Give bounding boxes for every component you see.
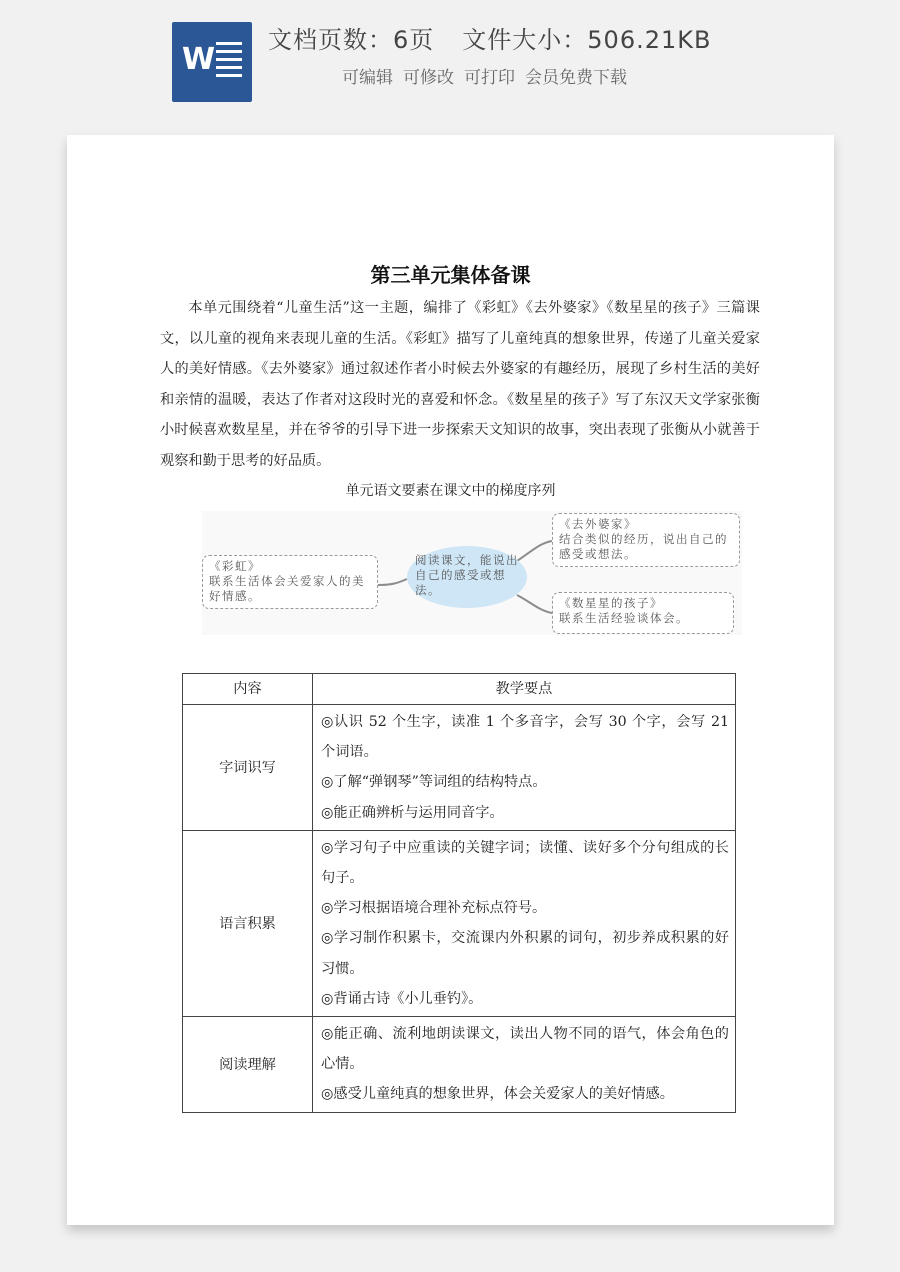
- row-category: 语言积累: [183, 830, 313, 1016]
- table-row: [183, 830, 736, 1016]
- row-points: [313, 705, 736, 831]
- teaching-point: ◎感受儿童纯真的想象世界，体会关爱家人的美好情感。: [321, 1086, 674, 1103]
- document-lines-icon: [216, 42, 242, 86]
- center-node-text: 阅读课文，能说出自己的感受或想法。: [415, 553, 519, 597]
- page-count: 文档页数：6页: [268, 26, 435, 54]
- teaching-point: ◎学习根据语境合理补充标点符号。: [321, 900, 547, 917]
- row-category: 阅读理解: [183, 1017, 313, 1113]
- teaching-point: ◎认识 52 个生字，读准 1 个多音字，会写 30 个字，会写 21 个词语。: [321, 714, 729, 761]
- teaching-point: ◎了解“弹钢琴”等词组的结构特点。: [321, 774, 547, 791]
- feature-printable: 可打印: [464, 68, 515, 88]
- row-points: [313, 1017, 736, 1113]
- node-caihong: [202, 555, 378, 609]
- word-document-icon: [172, 22, 252, 102]
- table-row: [183, 1017, 736, 1113]
- teaching-point: ◎能正确、流利地朗读课文，读出人物不同的语气，体会角色的心情。: [321, 1026, 729, 1073]
- mind-map-diagram: [202, 511, 742, 635]
- file-size: 文件大小：506.21KB: [462, 26, 712, 54]
- feature-editable: 可编辑: [342, 68, 393, 88]
- teaching-point: ◎学习制作积累卡，交流课内外积累的词句，初步养成积累的好习惯。: [321, 930, 729, 977]
- download-header: [0, 0, 900, 120]
- feature-modifiable: 可修改: [403, 68, 454, 88]
- teaching-point: ◎学习句子中应重读的关键字词；读懂、读好多个分句组成的长句子。: [321, 839, 729, 887]
- node-desc: 联系生活体会关爱家人的美好情感。: [209, 574, 365, 603]
- diagram-title: 单元语文要素在课文中的梯度序列: [345, 483, 556, 499]
- node-name: 《数星星的孩子》: [559, 596, 663, 610]
- table-header-row: [183, 674, 736, 705]
- node-name: 《去外婆家》: [559, 517, 637, 531]
- teaching-points-table: [182, 673, 736, 1113]
- intro-paragraph: 本单元围绕着“儿童生活”这一主题，编排了《彩虹》《去外婆家》《数星星的孩子》三篇课文，以儿童的视角来表现儿童的生活。《彩虹》描写了儿童纯真的想象世界，传递了儿童关爱家人的美好情感。《去外婆家》通过叙述作者小时候去外婆家的有趣经历，展现了乡村生活的美好和亲情的温暖，表达了作者对这段时光的喜爱和怀念。《数星星的孩子》写了东汉天文学家张衡小时候喜欢数星星，并在爷爷的引导下进一步探索天文知识的故事，突出表现了张衡从小就善于观察和勤于思考的好品质。: [160, 300, 760, 469]
- document-title: 第三单元集体备课: [370, 263, 531, 287]
- node-desc: 联系生活经验谈体会。: [559, 611, 689, 625]
- document-page: [67, 135, 834, 1225]
- header-teaching-points: 教学要点: [313, 674, 736, 705]
- table-row: [183, 705, 736, 831]
- teaching-point: ◎能正确辨析与运用同音字。: [321, 804, 504, 821]
- header-content: 内容: [183, 674, 313, 705]
- document-info: [268, 24, 711, 56]
- teaching-point: ◎背诵古诗《小儿垂钓》。: [321, 990, 483, 1007]
- node-qu-waipo-jia: [552, 513, 740, 567]
- node-desc: 结合类似的经历，说出自己的感受或想法。: [559, 532, 728, 561]
- row-points: [313, 830, 736, 1016]
- row-category: 字词识写: [183, 705, 313, 831]
- node-shu-xingxing: [552, 592, 734, 634]
- node-name: 《彩虹》: [209, 559, 261, 573]
- feature-list: [342, 66, 627, 90]
- feature-member-download: 会员免费下载: [525, 68, 627, 88]
- logo-letter: W: [182, 42, 216, 77]
